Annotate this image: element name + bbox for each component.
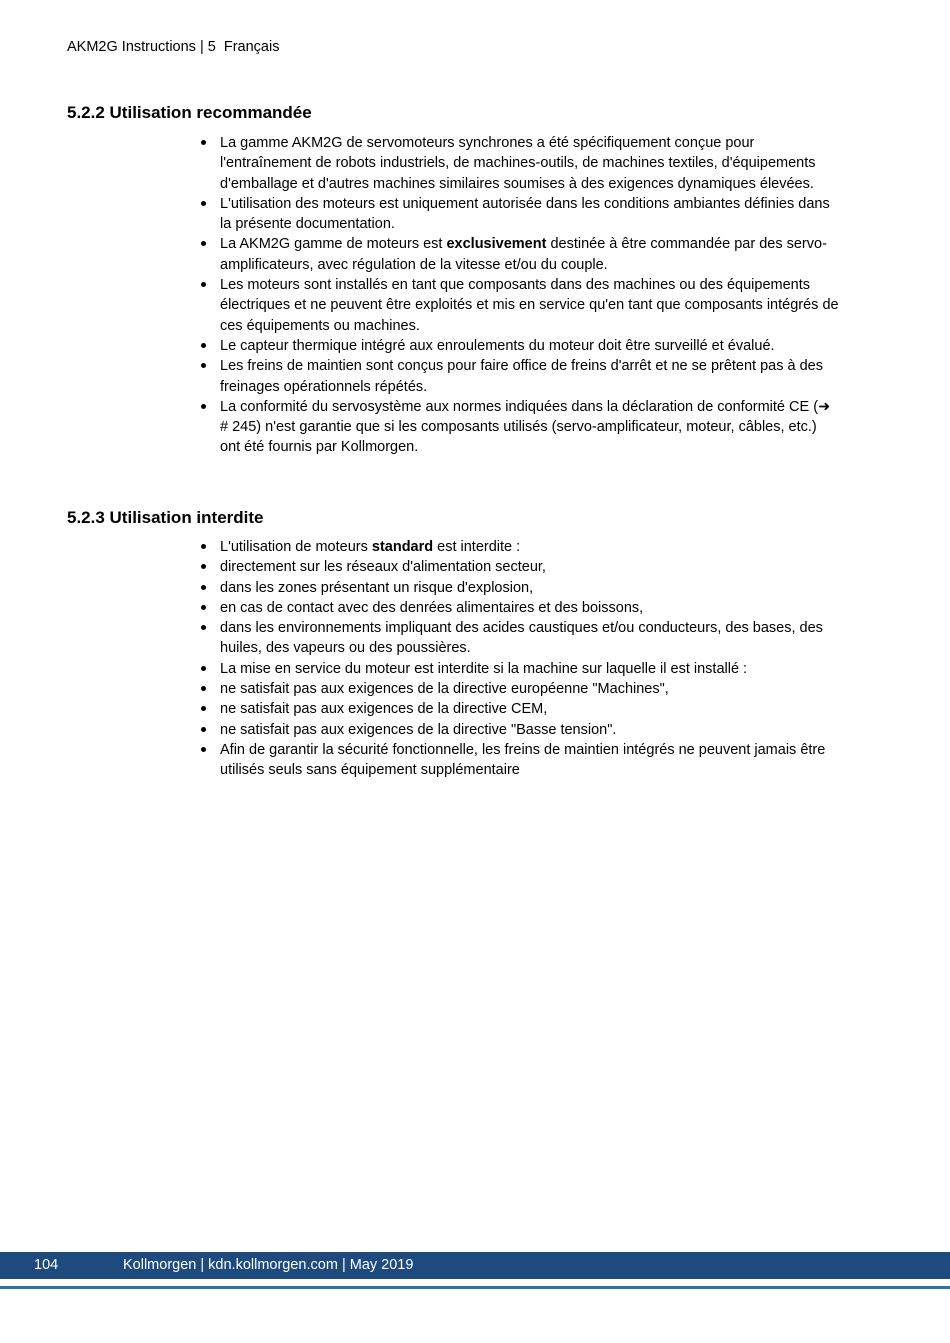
bullet-icon xyxy=(201,282,206,287)
section-heading-prohibited-use: 5.2.3 Utilisation interdite xyxy=(67,508,264,527)
list-item xyxy=(200,720,840,740)
list-item xyxy=(200,618,840,659)
bullet-icon xyxy=(201,605,206,610)
bullet-icon xyxy=(201,564,206,569)
footer-website-link[interactable]: kdn.kollmorgen.com xyxy=(208,1257,338,1273)
list-item-text: dans les environnements impliquant des acides caustiques et/ou conducteurs, des bases, des huiles, des vapeurs ou des poussières. xyxy=(220,620,823,657)
list-item-text: dans les zones présentant un risque d'explosion, xyxy=(220,579,534,596)
bullet-icon xyxy=(201,727,206,732)
bullet-icon xyxy=(201,585,206,590)
list-item xyxy=(200,234,840,275)
list-item xyxy=(200,356,840,397)
list-item xyxy=(200,699,840,719)
bullet-icon xyxy=(201,140,206,145)
prohibited-use-list xyxy=(200,537,840,781)
bullet-icon xyxy=(201,666,206,671)
list-item xyxy=(200,336,840,356)
list-item-text: L'utilisation de moteurs xyxy=(220,539,372,555)
recommended-use-list xyxy=(200,133,840,458)
section-heading-recommended-use: 5.2.2 Utilisation recommandée xyxy=(67,103,312,122)
bullet-icon xyxy=(201,625,206,630)
bullet-icon xyxy=(201,201,206,206)
list-item-text: La conformité du servosystème aux normes indiquées dans la déclaration de conformité CE (➜ # 245) n'est garantie que si les composants utilisés (servo-amplificateur, moteur, câbles, etc.) ont été fournis par Kollmorgen. xyxy=(220,398,831,456)
list-item xyxy=(200,397,840,458)
list-item-emphasis: exclusivement xyxy=(446,236,547,253)
header-language: Français xyxy=(223,39,280,55)
list-item-text: Les freins de maintien sont conçus pour faire office de freins d'arrêt et ne se prêtent pas à des freinages opérationnels répétés. xyxy=(220,358,823,395)
list-item-text: en cas de contact avec des denrées alimentaires et des boissons, xyxy=(220,599,644,616)
list-item-emphasis: standard xyxy=(371,539,434,555)
list-item xyxy=(200,194,840,235)
list-item xyxy=(200,740,840,781)
bullet-icon xyxy=(201,686,206,691)
list-item-text: Le capteur thermique intégré aux enroulements du moteur doit être surveillé et évalué. xyxy=(220,337,775,354)
bullet-icon xyxy=(201,706,206,711)
running-header xyxy=(67,38,279,56)
header-doc-title: AKM2G Instructions xyxy=(67,39,196,55)
list-item xyxy=(200,537,840,557)
list-item-text: La gamme AKM2G de servomoteurs synchrones a été spécifiquement conçue pour l'entraînement de robots industriels, de machines-outils, de machines textiles, d'équipements d'emballage et d'autres machines similaires soumises à des exigences dynamiques élevées. xyxy=(220,135,816,192)
list-item-text: directement sur les réseaux d'alimentation secteur, xyxy=(220,559,546,576)
list-item-text: L'utilisation des moteurs est uniquement autorisée dans les conditions ambiantes définies dans la présente documentation. xyxy=(220,195,830,233)
page-number: 104 xyxy=(34,1257,59,1273)
list-item xyxy=(200,679,840,699)
list-item xyxy=(200,275,840,336)
list-item xyxy=(200,578,840,598)
bullet-icon xyxy=(201,363,206,368)
bullet-icon xyxy=(201,343,206,348)
footer-company: Kollmorgen xyxy=(123,1257,197,1273)
bullet-icon xyxy=(201,747,206,752)
list-item-text: ne satisfait pas aux exigences de la directive européenne "Machines", xyxy=(220,681,669,698)
list-item-text: La AKM2G gamme de moteurs est xyxy=(220,236,447,253)
footer-bar xyxy=(0,1252,950,1279)
list-item-text: ne satisfait pas aux exigences de la directive "Basse tension". xyxy=(220,721,617,738)
list-item xyxy=(200,659,840,679)
header-chapter: 5 xyxy=(207,39,216,55)
list-item xyxy=(200,598,840,618)
header-separator: | xyxy=(199,39,204,55)
list-item-text: ne satisfait pas aux exigences de la directive CEM, xyxy=(220,701,548,718)
list-item-text: Afin de garantir la sécurité fonctionnelle, les freins de maintien intégrés ne peuvent jamais être utilisés seuls sans équipement supplémentaire xyxy=(220,741,826,779)
list-item xyxy=(200,557,840,577)
list-item-text: Les moteurs sont installés en tant que composants dans des machines ou des équipements électriques et ne peuvent être exploités et mis en service qu'en tant que composants intégrés de ces équipements ou machines. xyxy=(220,277,839,334)
bullet-icon xyxy=(201,404,206,409)
list-item-text: destinée à être commandée par des servo-amplificateurs, avec régulation de la vitesse et/ou du couple. xyxy=(220,236,827,273)
footer-separator: | xyxy=(337,1257,350,1273)
footer-divider xyxy=(0,1286,950,1289)
list-item-text: La mise en service du moteur est interdite si la machine sur laquelle il est installé : xyxy=(220,660,748,677)
footer-separator: | xyxy=(196,1257,209,1273)
bullet-icon xyxy=(201,544,206,549)
footer-date: May 2019 xyxy=(349,1257,414,1273)
bullet-icon xyxy=(201,241,206,246)
footer-info xyxy=(123,1252,413,1279)
list-item xyxy=(200,133,840,194)
list-item-text: est interdite : xyxy=(433,539,521,555)
